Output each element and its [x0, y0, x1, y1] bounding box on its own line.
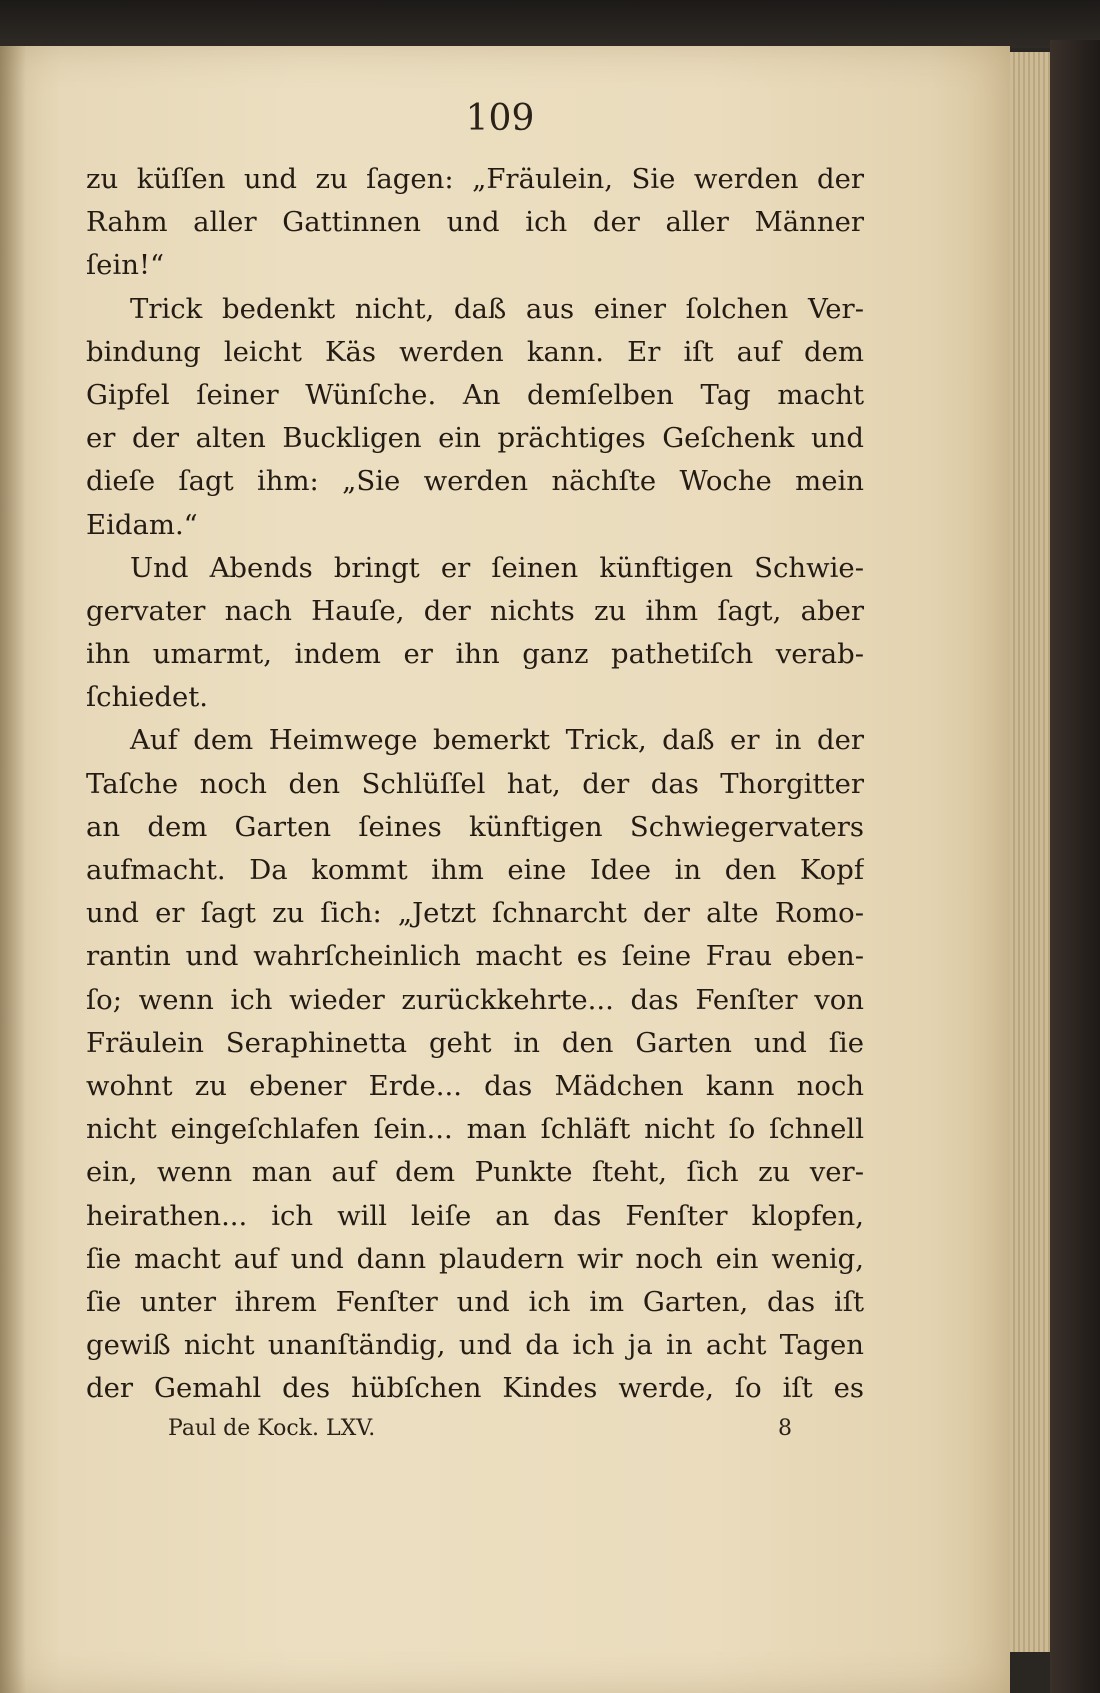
- page-footer: [168, 1416, 808, 1456]
- text-line: ſie macht auf und dann plaudern wir noch ein wenig,: [86, 1242, 864, 1275]
- text-line: Taſche noch den Schlüſſel hat, der das Thorgitter: [86, 767, 864, 800]
- signature-mark: Paul de Kock. LXV.: [168, 1416, 376, 1441]
- book-cover-top: [0, 0, 1100, 48]
- page-stack-edges: [1010, 52, 1050, 1652]
- text-line: gewiß nicht unanſtändig, und da ich ja in acht Tagen: [86, 1329, 864, 1362]
- text-line: ſo; wenn ich wieder zurückkehrte... das Fenſter von: [86, 983, 864, 1016]
- page-number: 109: [465, 98, 535, 139]
- sheet-number: 8: [778, 1416, 792, 1441]
- gutter-shadow: [0, 46, 26, 1693]
- text-line: ſie unter ihrem Fenſter und ich im Garten, das iſt: [86, 1285, 864, 1318]
- text-line: nicht eingeſchlafen ſein... man ſchläft nicht ſo ſchnell: [86, 1113, 864, 1146]
- text-line: ihn umarmt, indem er ihn ganz pathetiſch verab-: [86, 638, 864, 671]
- text-line: Fräulein Seraphinetta geht in den Garten und ſie: [86, 1026, 864, 1059]
- text-line: rantin und wahrſcheinlich macht es ſeine Frau eben-: [86, 940, 864, 973]
- text-line: der Gemahl des hübſchen Kindes werde, ſo iſt es: [86, 1372, 864, 1405]
- text-line: aufmacht. Da kommt ihm eine Idee in den Kopf: [86, 854, 864, 886]
- text-line: und er ſagt zu ſich: „Jetzt ſchnarcht der alte Romo-: [86, 897, 864, 930]
- text-line: Rahm aller Gattinnen und ich der aller Männer: [86, 206, 864, 239]
- text-line: bindung leicht Käs werden kann. Er iſt auf dem: [86, 335, 864, 368]
- paragraph-start-line: Auf dem Heimwege bemerkt Trick, daß er in der: [130, 724, 864, 757]
- paragraph-start-line: Und Abends bringt er ſeinen künftigen Schwie-: [130, 551, 864, 584]
- text-line: heirathen... ich will leiſe an das Fenſter klopfen,: [86, 1199, 864, 1232]
- text-line: Gipfel ſeiner Wünſche. An demſelben Tag macht: [86, 378, 864, 411]
- text-line: er der alten Buckligen ein prächtiges Geſchenk und: [86, 422, 864, 455]
- text-line: an dem Garten ſeines künftigen Schwiegervaters: [86, 810, 864, 843]
- text-line: Eidam.“: [86, 508, 198, 541]
- text-line: wohnt zu ebener Erde... das Mädchen kann noch: [86, 1069, 864, 1102]
- text-line: gervater nach Hauſe, der nichts zu ihm ſagt, aber: [86, 594, 864, 627]
- text-line: ein, wenn man auf dem Punkte ſteht, ſich zu ver-: [86, 1156, 864, 1189]
- text-line: ſein!“: [86, 249, 165, 282]
- body-text: [86, 158, 864, 1410]
- text-line: ſchiedet.: [86, 681, 209, 714]
- text-line: dieſe ſagt ihm: „Sie werden nächſte Woche mein: [86, 465, 864, 498]
- text-line: zu küſſen und zu ſagen: „Fräulein, Sie werden der: [86, 163, 864, 195]
- book-cover-edge: [1050, 40, 1100, 1693]
- paragraph-start-line: Trick bedenkt nicht, daß aus einer ſolchen Ver-: [130, 292, 864, 325]
